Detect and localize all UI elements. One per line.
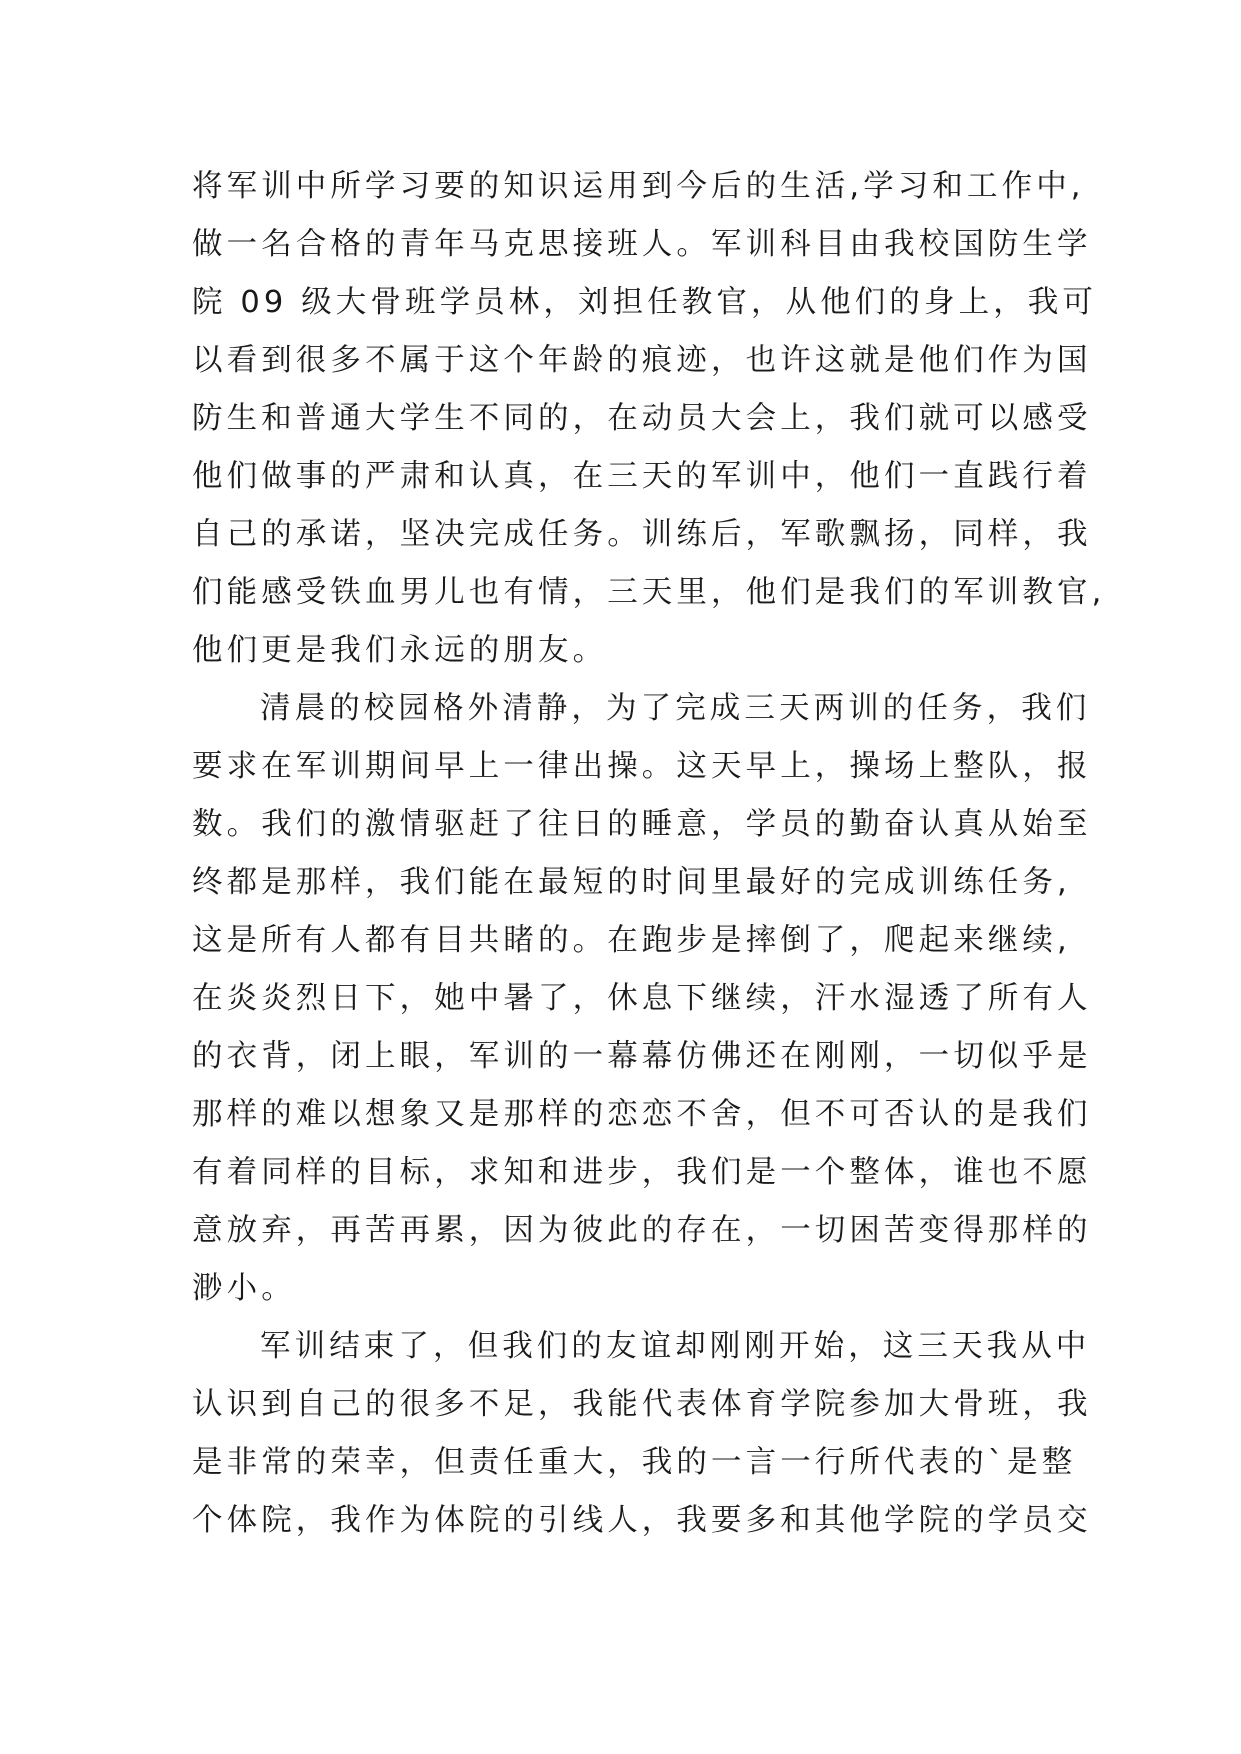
document-body bbox=[192, 158, 1106, 1550]
text-line: 们能感受铁血男儿也有情，三天里，他们是我们的军训教官, bbox=[192, 575, 1106, 610]
text-line: 自己的承诺，坚决完成任务。训练后，军歌飘扬，同样，我 bbox=[192, 517, 1092, 552]
text-line: 这是所有人都有目共睹的。在跑步是摔倒了，爬起来继续, bbox=[192, 923, 1071, 958]
text-line: 做一名合格的青年马克思接班人。军训科目由我校国防生学 bbox=[192, 227, 1092, 262]
text-line: 防生和普通大学生不同的，在动员大会上，我们就可以感受 bbox=[192, 401, 1092, 436]
text-line: 以看到很多不属于这个年龄的痕迹，也许这就是他们作为国 bbox=[192, 343, 1092, 378]
text-line: 终都是那样，我们能在最短的时间里最好的完成训练任务, bbox=[192, 865, 1071, 900]
text-line: 认识到自己的很多不足，我能代表体育学院参加大骨班，我 bbox=[192, 1387, 1092, 1422]
text-line: 的衣背，闭上眼，军训的一幕幕仿佛还在刚刚，一切似乎是 bbox=[192, 1039, 1092, 1074]
text-line: 是非常的荣幸，但责任重大，我的一言一行所代表的`是整 bbox=[192, 1445, 1077, 1480]
text-line: 他们做事的严肃和认真，在三天的军训中，他们一直践行着 bbox=[192, 459, 1092, 494]
text-line: 将军训中所学习要的知识运用到今后的生活,学习和工作中, bbox=[192, 169, 1085, 204]
paragraph-start-line: 军训结束了，但我们的友谊却刚刚开始，这三天我从中 bbox=[260, 1329, 1091, 1364]
text-line: 院 09 级大骨班学员林，刘担任教官，从他们的身上，我可 bbox=[192, 285, 1097, 320]
text-line: 渺小。 bbox=[192, 1271, 296, 1306]
text-line: 意放弃，再苦再累，因为彼此的存在，一切困苦变得那样的 bbox=[192, 1213, 1092, 1248]
text-line: 要求在军训期间早上一律出操。这天早上，操场上整队，报 bbox=[192, 749, 1092, 784]
text-line: 数。我们的激情驱赶了往日的睡意，学员的勤奋认真从始至 bbox=[192, 807, 1092, 842]
text-line: 那样的难以想象又是那样的恋恋不舍，但不可否认的是我们 bbox=[192, 1097, 1092, 1132]
text-line: 个体院，我作为体院的引线人，我要多和其他学院的学员交 bbox=[192, 1503, 1092, 1538]
text-line: 他们更是我们永远的朋友。 bbox=[192, 633, 608, 668]
text-line: 在炎炎烈日下，她中暑了，休息下继续，汗水湿透了所有人 bbox=[192, 981, 1092, 1016]
paragraph-start-line: 清晨的校园格外清静，为了完成三天两训的任务，我们 bbox=[260, 691, 1091, 726]
text-line: 有着同样的目标，求知和进步，我们是一个整体，谁也不愿 bbox=[192, 1155, 1092, 1190]
